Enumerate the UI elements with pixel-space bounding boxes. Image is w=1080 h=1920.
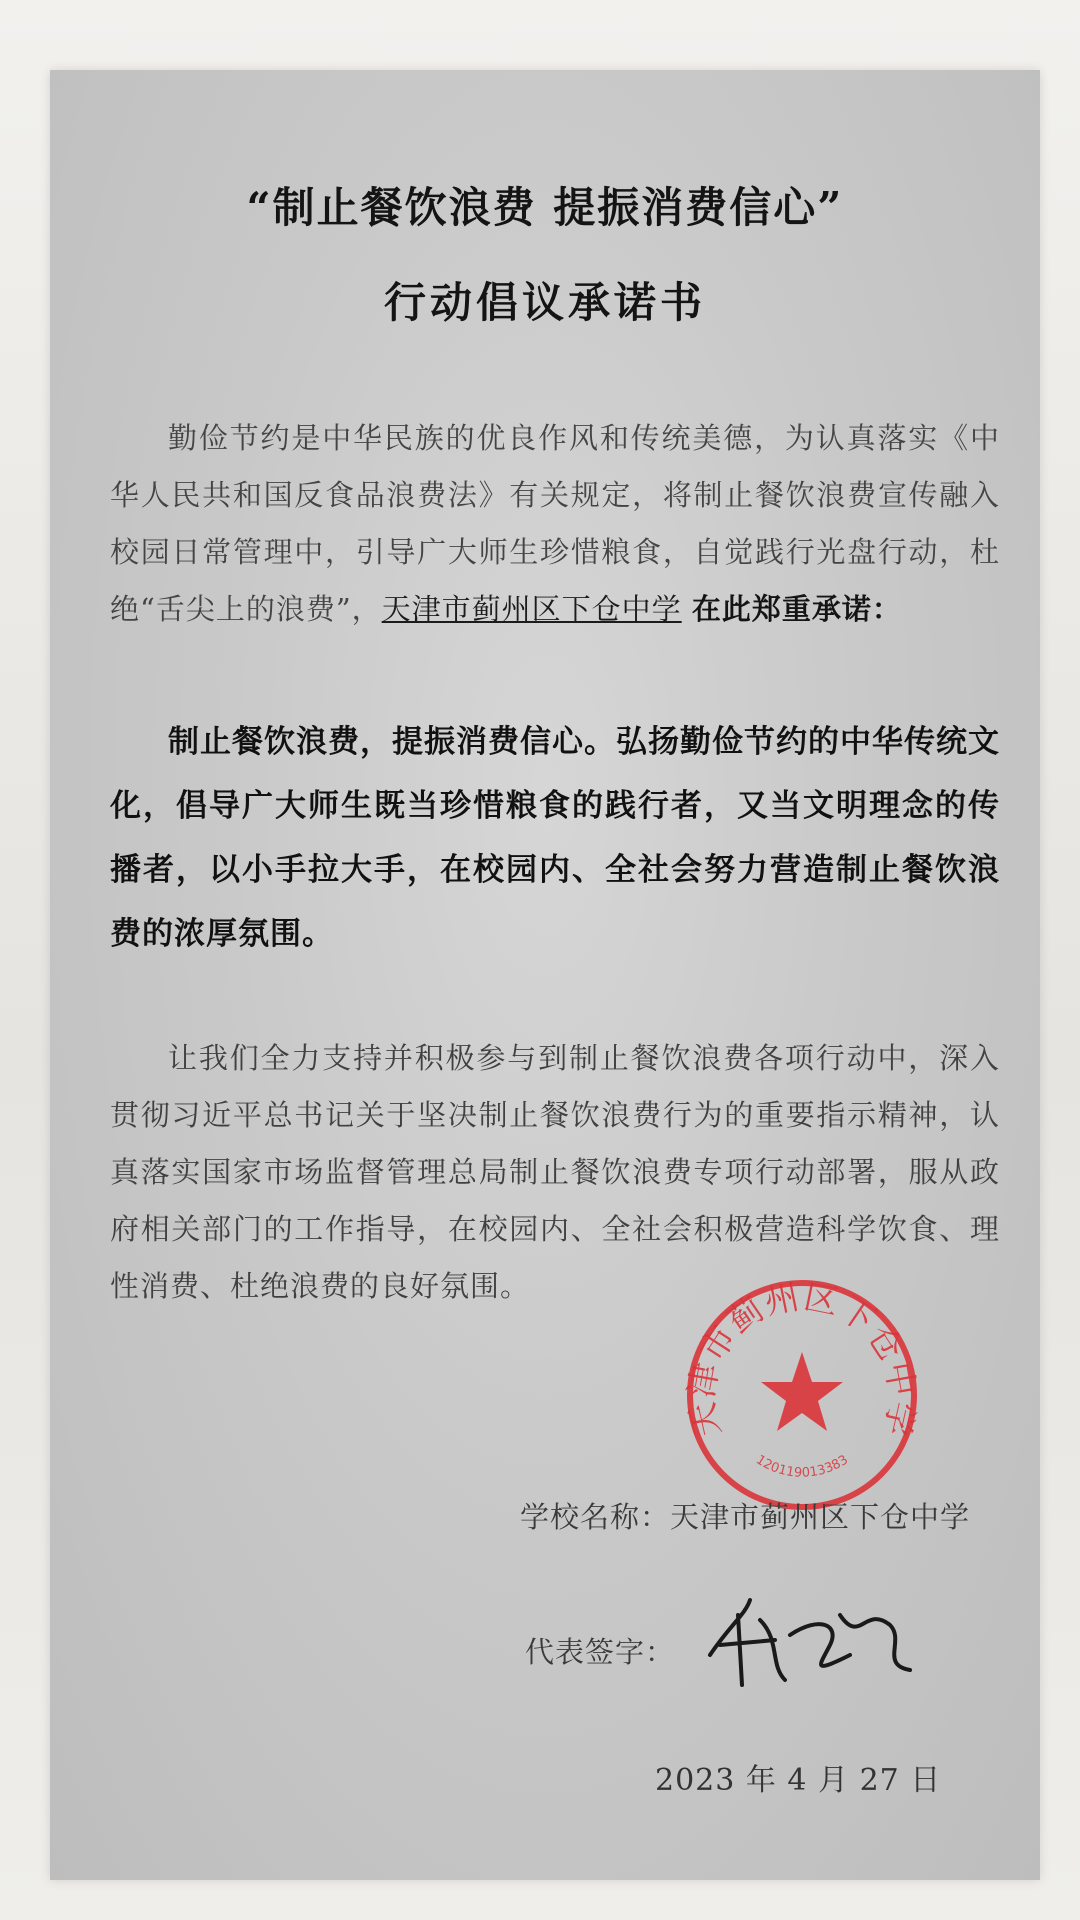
rep-label: 代表签字： [525, 1635, 676, 1669]
paragraph-intro [110, 410, 1000, 638]
handwritten-signature [690, 1585, 920, 1695]
school-label: 学校名称： [520, 1500, 671, 1534]
seal-ring-text: 天津市蓟州区下仓中学 [681, 1277, 923, 1441]
school-value: 天津市蓟州区下仓中学 [670, 1500, 971, 1534]
seal-star-icon [761, 1352, 843, 1431]
intro-text: 勤俭节约是中华民族的优良作风和传统美德，为认真落实《中华人民共和国反食品浪费法》有关规定，将制止餐饮浪费宣传融入校园日常管理中，引导广大师生珍惜粮食，自觉践行光盘行动，杜绝“舌尖上的浪费”， [110, 421, 1000, 626]
school-name-row [520, 1495, 970, 1536]
representative-row [525, 1630, 675, 1671]
promise-tail: 在此郑重承诺： [691, 592, 902, 626]
date-row: 2023 年 4 月 27 日 [655, 1763, 942, 1798]
school-name-underlined: 天津市蓟州区下仓中学 [381, 592, 682, 626]
seal-code: 120119013383 [753, 1452, 851, 1481]
title-line-1: “制止餐饮浪费 提振消费信心” [246, 183, 844, 232]
title-line-2: 行动倡议承诺书 [383, 278, 706, 327]
paragraph-commitment: 制止餐饮浪费，提振消费信心。弘扬勤俭节约的中华传统文化，倡导广大师生既当珍惜粮食的践行者，又当文明理念的传播者，以小手拉大手，在校园内、全社会努力营造制止餐饮浪费的浓厚氛围。 [110, 724, 1000, 952]
document-sheet [50, 70, 1040, 1880]
signature-stroke [710, 1600, 910, 1685]
official-seal [677, 1270, 927, 1520]
paragraph-support: 让我们全力支持并积极参与到制止餐饮浪费各项行动中，深入贯彻习近平总书记关于坚决制止餐饮浪费行为的重要指示精神，认真落实国家市场监督管理总局制止餐饮浪费专项行动部署，服从政府相关部门的工作指导，在校园内、全社会积极营造科学饮食、理性消费、杜绝浪费的良好氛围。 [110, 1041, 1000, 1303]
